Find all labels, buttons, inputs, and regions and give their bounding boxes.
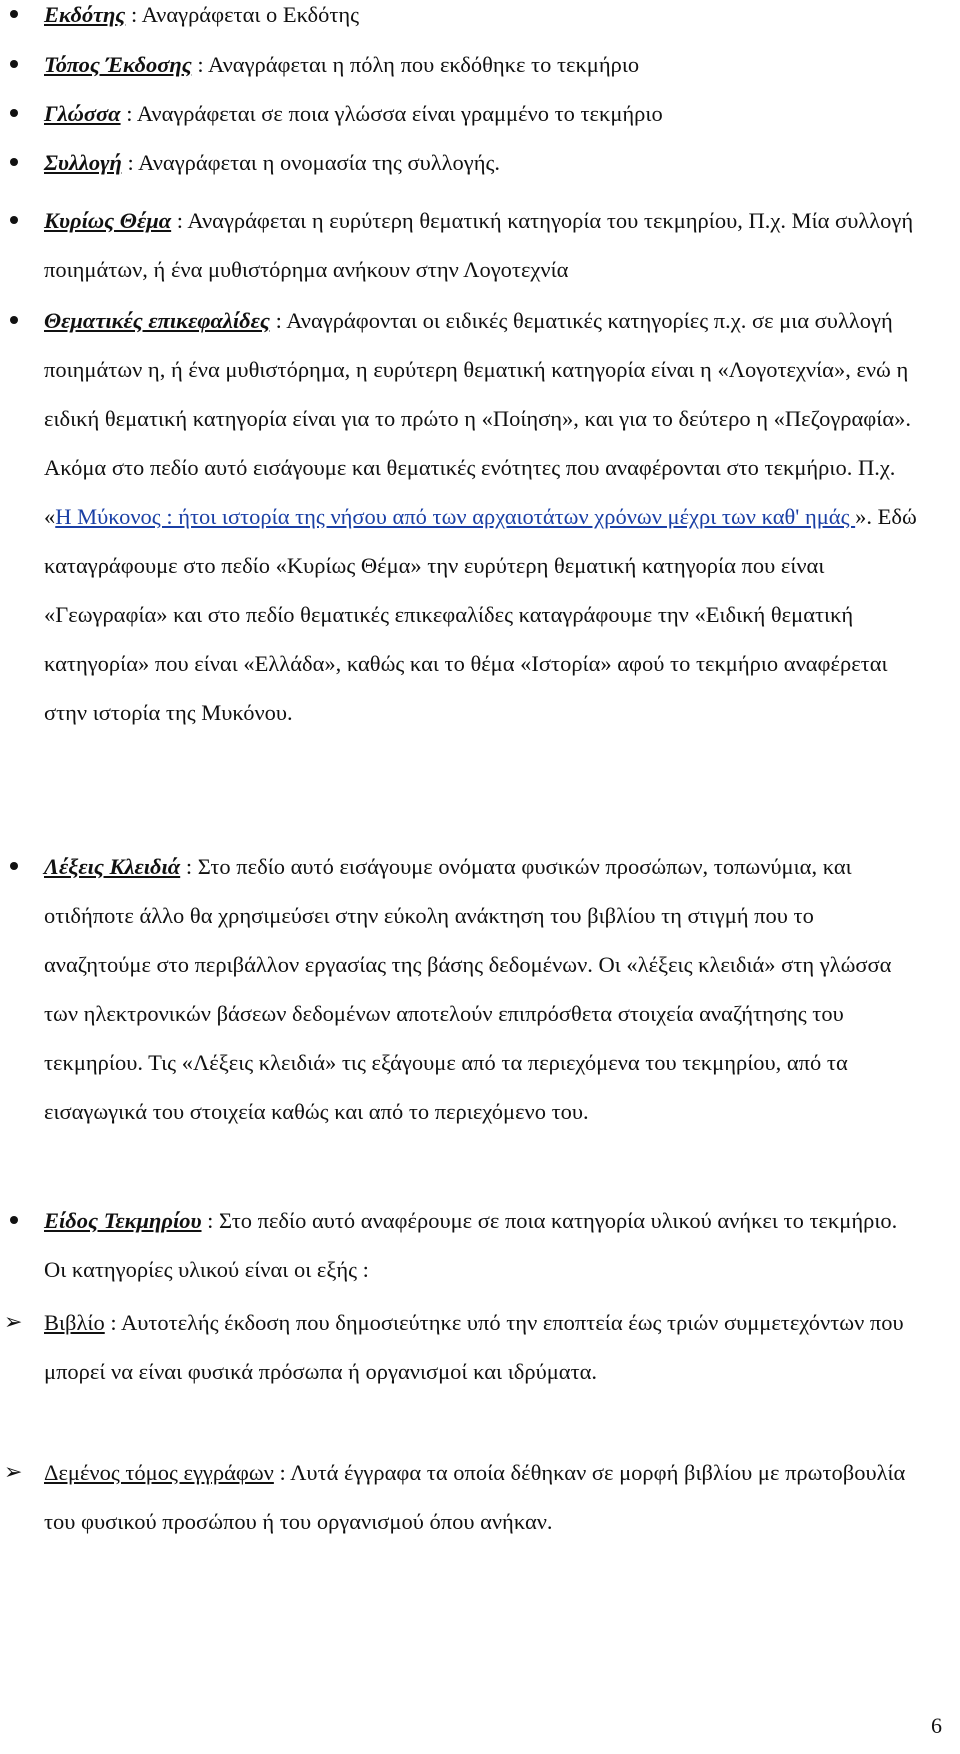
field-description: : Στο πεδίο αυτό αναφέρουμε σε ποια κατηγορία υλικού ανήκει το τεκμήριο. Οι κατηγορίες υλικού είναι οι εξής : [44, 1208, 898, 1282]
bullet-icon [10, 316, 18, 324]
field-publisher [0, 0, 920, 39]
field-term: Συλλογή [44, 150, 122, 175]
field-term: Γλώσσα [44, 101, 121, 126]
field-main-subject [0, 196, 925, 294]
field-term: Τόπος Έκδοσης [44, 52, 192, 77]
field-term: Θεματικές επικεφαλίδες [44, 308, 270, 333]
field-collection [0, 138, 920, 187]
field-item-type [0, 1196, 925, 1294]
field-term: Κυρίως Θέμα [44, 208, 172, 233]
field-language [0, 89, 920, 138]
field-term: Λέξεις Κλειδιά [44, 854, 181, 879]
field-description: : Αναγράφεται η ευρύτερη θεματική κατηγορία του τεκμηρίου, Π.χ. Μία συλλογή ποιημάτων, ή ένα μυθιστόρημα ανήκουν στην Λογοτεχνία [44, 208, 914, 282]
field-description: : Αναγράφεται ο Εκδότης [125, 2, 360, 27]
bullet-icon [10, 1216, 18, 1224]
bullet-icon [10, 60, 18, 68]
book-title-link[interactable]: Η Μύκονος : ήτοι ιστορία της νήσου από των αρχαιοτάτων χρόνων μέχρι των καθ' ημάς [55, 504, 856, 529]
bullet-icon [10, 216, 18, 224]
bullet-icon [10, 158, 18, 166]
type-term: Βιβλίο [44, 1310, 105, 1335]
bullet-icon [10, 862, 18, 870]
field-term: Εκδότης [44, 2, 126, 27]
field-term: Είδος Τεκμηρίου [44, 1208, 202, 1233]
page-number: 6 [931, 1713, 942, 1738]
field-description: : Αναγράφεται η πόλη που εκδόθηκε το τεκμήριο [191, 52, 640, 77]
field-description: : Αναγράφονται οι ειδικές θεματικές κατηγορίες π.χ. σε μια συλλογή ποιημάτων η, ή ένα μυθιστόρημα, η ευρύτερη θεματική κατηγορία είναι η «Λογοτεχνία», ενώ η ειδική θεματική κατηγορία είναι για το πρώτο η «Ποίηση», και για το δεύτερο η «Πεζογραφία». Ακόμα στο πεδίο αυτό εισάγουμε και θεματικές ενότητες που αναφέρονται στο τεκμήριο. Π.χ. « [44, 308, 911, 529]
field-subject-headings [0, 296, 925, 737]
bullet-icon [10, 109, 18, 117]
field-description: : Αναγράφεται η ονομασία της συλλογής. [121, 150, 501, 175]
arrow-bullet-icon: ➢ [4, 1310, 23, 1335]
type-book [0, 1298, 925, 1396]
field-description: : Αναγράφεται σε ποια γλώσσα είναι γραμμένο το τεκμήριο [120, 101, 663, 126]
field-keywords [0, 842, 925, 1136]
type-description: : Λυτά έγγραφα τα οποία δέθηκαν σε μορφή βιβλίου με πρωτοβουλία του φυσικού προσώπου ή του οργανισμού όπου ανήκαν. [44, 1460, 906, 1534]
arrow-bullet-icon: ➢ [4, 1460, 23, 1485]
field-description: : Στο πεδίο αυτό εισάγουμε ονόματα φυσικών προσώπων, τοπωνύμια, και οτιδήποτε άλλο θα χρησιμεύσει στην εύκολη ανάκτηση του βιβλίου τη στιγμή που το αναζητούμε στο περιβάλλον εργασίας της βάσης δεδομένων. Οι «λέξεις κλειδιά» στη γλώσσα των ηλεκτρονικών βάσεων δεδομένων αποτελούν επιπρόσθετα στοιχεία αναζήτησης του τεκμηρίου. Τις «Λέξεις κλειδιά» τις εξάγουμε από τα περιεχόμενα του τεκμηρίου, από τα εισαγωγικά του στοιχεία καθώς και από το περιεχόμενο του. [44, 854, 892, 1124]
type-term: Δεμένος τόμος εγγράφων [44, 1460, 274, 1485]
bullet-icon [10, 10, 18, 18]
field-description-continued: ». Εδώ καταγράφουμε στο πεδίο «Κυρίως Θέμα» την ευρύτερη θεματική κατηγορία που είναι «Γεωγραφία» και στο πεδίο θεματικές επικεφαλίδες καταγράφουμε την «Ειδική θεματική κατηγορία» που είναι «Ελλάδα», καθώς και το θέμα «Ιστορία» αφού το τεκμήριο αναφέρεται στην ιστορία της Μυκόνου. [44, 504, 917, 725]
type-bound-volume [0, 1448, 925, 1546]
type-description: : Αυτοτελής έκδοση που δημοσιεύτηκε υπό την εποπτεία έως τριών συμμετεχόντων που μπορεί να είναι φυσικά πρόσωπα ή οργανισμοί και ιδρύματα. [44, 1310, 904, 1384]
field-place-of-publication [0, 40, 920, 89]
